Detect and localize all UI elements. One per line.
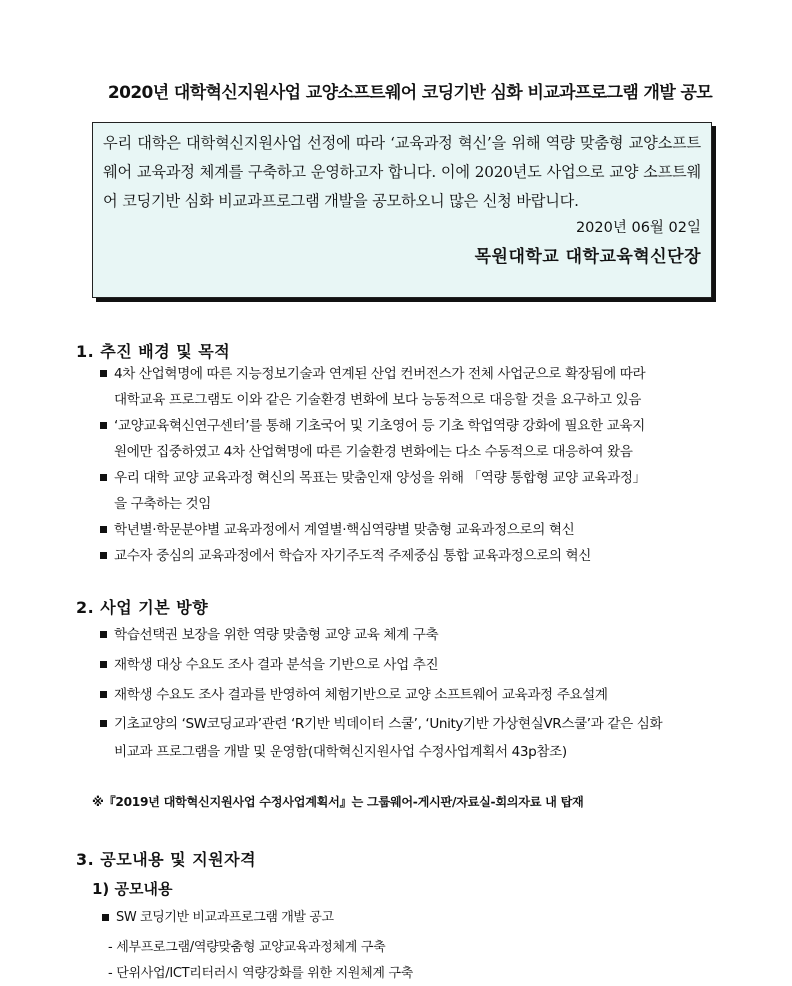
section-heading-2: 2. 사업 기본 방향	[76, 598, 209, 617]
square-bullet-icon	[100, 474, 107, 481]
square-bullet-icon	[100, 370, 107, 377]
list-item: 우리 대학 교양 교육과정 혁신의 목표는 맞춤인재 양성을 위해 「역량 통합형 교양 교육과정」 을 구축하는 것임	[98, 465, 728, 517]
list-item: 4차 산업혁명에 따른 지능정보기술과 연계된 산업 컨버전스가 전체 사업군으로 확장됨에 따라 대학교육 프로그램도 이와 같은 기술환경 변화에 보다 능동적으로 대응할 것을 요구하고 있음	[98, 361, 728, 413]
list-item: 학년별·학문분야별 교육과정에서 계열별·핵심역량별 맞춤형 교육과정으로의 혁신	[98, 517, 728, 543]
dash-item: - 단위사업/ICT리터러시 역량강화를 위한 지원체계 구축	[108, 966, 414, 981]
square-bullet-icon	[100, 422, 107, 429]
section-heading-1: 1. 추진 배경 및 목적	[76, 342, 231, 361]
list-item: 재학생 수요도 조사 결과를 반영하여 체험기반으로 교양 소프트웨어 교육과정 주요설계	[98, 680, 728, 710]
notice-box	[92, 122, 712, 298]
reference-note: ※『2019년 대학혁신지원사업 수정사업계획서』는 그룹웨어-게시판/자료실-회의자료 내 탑재	[92, 795, 584, 809]
square-bullet-icon	[100, 631, 107, 638]
subsection-heading: 1) 공모내용	[92, 880, 173, 898]
notice-organization: 목원대학교 대학교육혁신단장	[474, 247, 701, 267]
square-bullet-icon	[100, 661, 107, 668]
list-item: 교수자 중심의 교육과정에서 학습자 자기주도적 주제중심 통합 교육과정으로의 혁신	[98, 543, 728, 569]
square-bullet-icon	[100, 720, 107, 727]
section-heading-3: 3. 공모내용 및 지원자격	[76, 850, 257, 869]
notice-body: 우리 대학은 대학혁신지원사업 선정에 따라 ‘교육과정 혁신’을 위해 역량 맞춤형 교양소프트웨어 교육과정 체계를 구축하고 운영하고자 합니다. 이에 2020년도 사업으로 교양 소프트웨어 코딩기반 심화 비교과프로그램 개발을 공모하오니 많은 신청 바랍니다.	[103, 134, 701, 210]
page-title: 2020년 대학혁신지원사업 교양소프트웨어 코딩기반 심화 비교과프로그램 개발 공모	[107, 83, 713, 103]
section-2-list	[98, 620, 728, 766]
dash-item: - 세부프로그램/역량맞춤형 교양교육과정체계 구축	[108, 940, 386, 955]
square-bullet-icon	[100, 552, 107, 559]
list-item: SW 코딩기반 비교과프로그램 개발 공고	[100, 906, 720, 930]
list-item: 기초교양의 ‘SW코딩교과’관련 ‘R기반 빅데이터 스쿨’, ‘Unity기반 가상현실VR스쿨’과 같은 심화 비교과 프로그램을 개발 및 운영함(대학혁신지원사업 수정사업계획서 43p참조)	[98, 710, 728, 766]
list-item: 재학생 대상 수요도 조사 결과 분석을 기반으로 사업 추진	[98, 650, 728, 680]
notice-date: 2020년 06월 02일	[575, 220, 701, 236]
square-bullet-icon	[102, 914, 109, 921]
square-bullet-icon	[100, 691, 107, 698]
section-1-list	[98, 361, 728, 569]
square-bullet-icon	[100, 526, 107, 533]
list-item: ‘교양교육혁신연구센터’를 통해 기초국어 및 기초영어 등 기초 학업역량 강화에 필요한 교육지 원에만 집중하였고 4차 산업혁명에 따른 기술환경 변화에는 다소 수동적으로 대응하여 왔음	[98, 413, 728, 465]
list-item: 학습선택권 보장을 위한 역량 맞춤형 교양 교육 체계 구축	[98, 620, 728, 650]
section-3-list	[100, 906, 720, 930]
